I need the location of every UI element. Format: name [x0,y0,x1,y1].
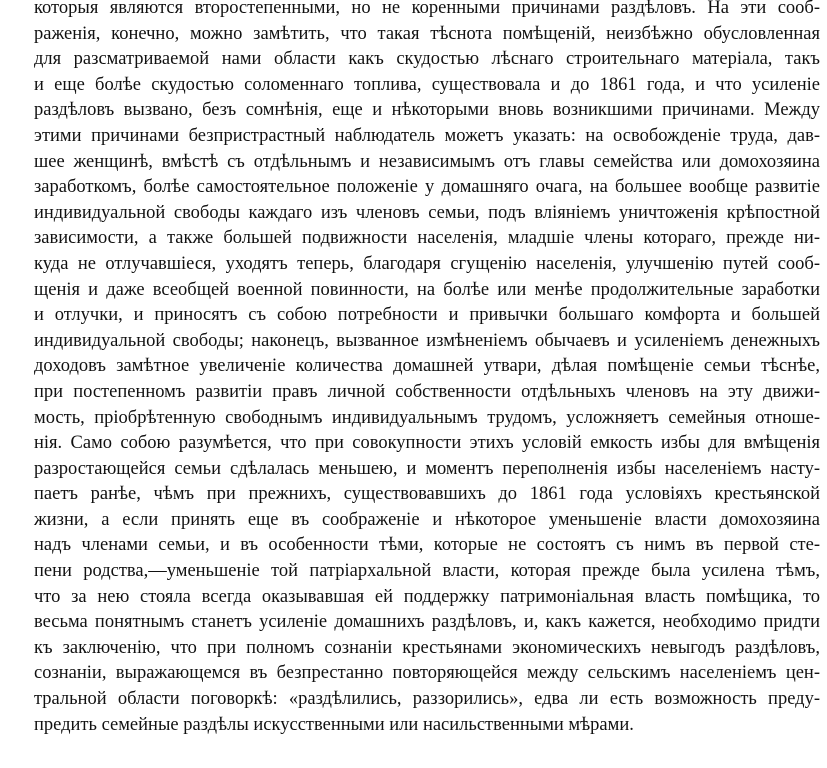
text-line: разростающейся семьи сдѣлалась меньшею, и моментъ переполненія избы населеніемъ насту- [34,458,820,479]
text-line: что за нею стояла всегда оказывавшая ей поддержку патримоніальная власть помѣщика, то [34,586,820,607]
text-line: паетъ ранѣе, чѣмъ при прежнихъ, существовавшихъ до 1861 года условіяхъ крестьянской [34,484,820,505]
text-line: этими причинами безпристрастный наблюдатель можетъ указать: на освобожденіе труда, дав- [34,125,820,146]
text-line: пени родства,—уменьшеніе той патріархальной власти, которая прежде была усилена тѣмъ, [34,561,820,582]
text-line: заработкомъ, болѣе самостоятельное положеніе у домашняго очага, на большее вообще развитіе [34,177,820,198]
text-line: шее женщинѣ, вмѣстѣ съ отдѣльнымъ и независимымъ отъ главы семейства или домохозяина [34,151,820,172]
text-line: раженія, конечно, можно замѣтить, что такая тѣснота помѣщеній, неизбѣжно обусловленная [34,23,820,44]
text-line: для разсматриваемой нами области какъ скудостью лѣснаго строительнаго матеріала, такъ [34,49,820,70]
text-line: индивидуальной свободы каждаго изъ членовъ семьи, подъ вліяніемъ уничтоженія крѣпостной [34,202,820,223]
text-line: предить семейные раздѣлы искусственными или насильственными мѣрами. [34,714,634,735]
text-line: зависимости, а также большей подвижности населенія, младшіе члены котораго, прежде ни- [34,228,820,249]
text-line: весьма понятнымъ станетъ усиленіе домашнихъ раздѣловъ, и, какъ кажется, необходимо придти [34,612,820,633]
text-line: и еще болѣе скудостью соломеннаго топлива, существовала и до 1861 года, и что усиленіе [34,74,820,95]
text-line: жизни, а если принять еще въ соображеніе и нѣкоторое уменьшеніе власти домохозяина [34,509,820,530]
text-line: которыя являются второстепенными, но не коренными причинами раздѣловъ. На эти сооб- [34,0,820,18]
text-line: мость, пріобрѣтенную свободнымъ индивидуальнымъ трудомъ, усложняетъ семейныя отноше- [34,407,820,428]
text-line: при постепенномъ развитіи правъ личной собственности отдѣльныхъ членовъ на эту движи- [34,381,820,402]
text-line: надъ членами семьи, и въ особенности тѣми, которые не состоятъ съ нимъ въ первой сте- [34,535,820,556]
text-line: доходовъ замѣтное увеличеніе количества домашней утвари, дѣлая помѣщеніе семьи тѣснѣе, [34,356,820,377]
text-line: сознаніи, выражающемся въ безпрестанно повторяющейся между сельскимъ населеніемъ цен- [34,663,820,684]
text-line: индивидуальной свободы; наконецъ, вызванное измѣненіемъ обычаевъ и усиленіемъ денежныхъ [34,330,820,351]
text-line: куда не отлучавшіеся, уходятъ теперь, благодаря сгущенію населенія, улучшенію путей сооб- [34,253,820,274]
text-line: раздѣловъ вызвано, безъ сомнѣнія, еще и нѣкоторыми вновь возникшими причинами. Между [34,100,820,121]
text-line: и отлучки, и приносятъ съ собою потребности и привычки большаго комфорта и большей [34,305,820,326]
text-line: щенія и даже всеобщей военной повинности, на болѣе или менѣе продолжительные заработки [34,279,820,300]
text-line: нія. Само собою разумѣется, что при совокупности этихъ условій емкость избы для вмѣщенія [34,433,820,454]
text-line: тральной области поговоркѣ: «раздѣлились, раззорились», едва ли есть возможность преду- [34,689,820,710]
text-line: къ заключенію, что при полномъ сознаніи крестьянами экономическихъ невыгодъ раздѣловъ, [34,637,820,658]
body-paragraph [34,0,820,738]
